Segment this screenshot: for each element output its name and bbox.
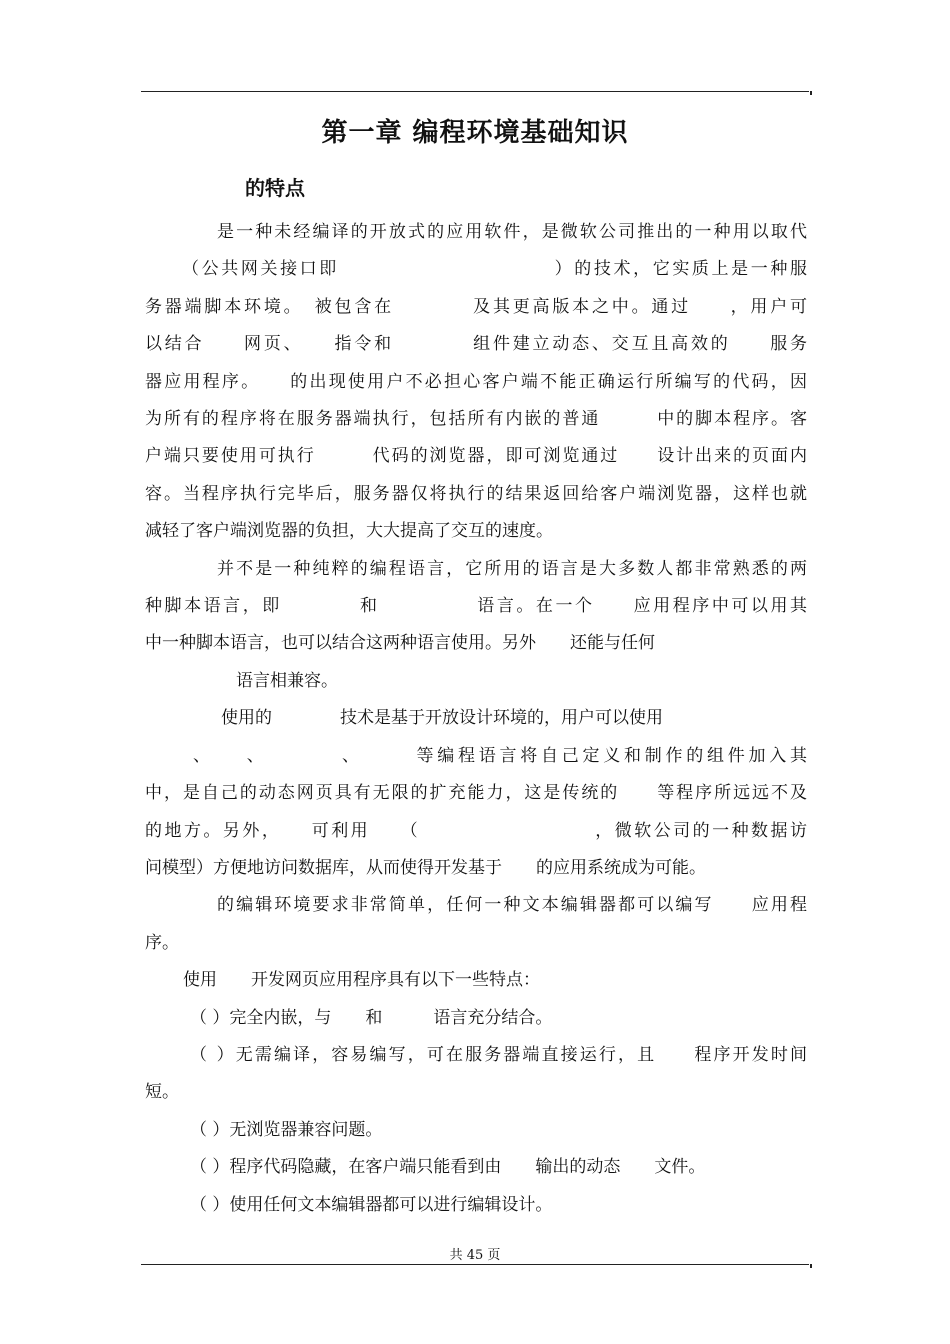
paragraph-line: 的地方。另外， 可利用 （ ，微软公司的一种数据访 [145,821,807,841]
header-rule [141,91,809,92]
paragraph-line: 减轻了客户端浏览器的负担，大大提高了交互的速度。 [145,521,553,541]
list-item: （ ）程序代码隐藏，在客户端只能看到由 输出的动态 文件。 [190,1157,706,1177]
footer-rule [141,1264,809,1265]
paragraph-line: 是一种未经编译的开放式的应用软件，是微软公司推出的一种用以取代 [217,222,807,242]
paragraph-line: 问模型）方便地访问数据库，从而使得开发基于 的应用系统成为可能。 [145,858,706,878]
section-heading: 的特点 [245,176,305,200]
list-item: （ ）使用任何文本编辑器都可以进行编辑设计。 [190,1195,553,1215]
paragraph-line: 中一种脚本语言，也可以结合这两种语言使用。另外 还能与任何 [145,633,655,653]
paragraph-line: 序。 [145,933,179,953]
paragraph-line: 的编辑环境要求非常简单，任何一种文本编辑器都可以编写 应用程 [217,895,807,915]
paragraph-line: 为所有的程序将在服务器端执行，包括所有内嵌的普通 中的脚本程序。客 [145,409,807,429]
paragraph-line: 容。当程序执行完毕后，服务器仅将执行的结果返回给客户端浏览器，这样也就 [145,484,807,504]
chapter-title: 第一章 编程环境基础知识 [321,118,629,148]
paragraph-line: 并不是一种纯粹的编程语言，它所用的语言是大多数人都非常熟悉的两 [217,559,807,579]
paragraph-line: 以结合 网页、 指令和 组件建立动态、交互且高效的 服务 [145,334,807,354]
list-item: （ ）无需编译，容易编写，可在服务器端直接运行，且 程序开发时间 [190,1045,807,1065]
paragraph-line: 器应用程序。 的出现使用户不必担心客户端不能正确运行所编写的代码，因 [145,372,807,392]
paragraph-line: 户端只要使用可执行 代码的浏览器，即可浏览通过 设计出来的页面内 [145,446,807,466]
page-number: 共 45 页 [449,1248,501,1263]
paragraph-line: 、 、 、 等编程语言将自己定义和制作的组件加入其 [193,746,807,766]
paragraph-line: 中，是自己的动态网页具有无限的扩充能力，这是传统的 等程序所远远不及 [145,783,807,803]
list-item: （ ）完全内嵌，与 和 语言充分结合。 [190,1008,553,1028]
paragraph-line: 使用 开发网页应用程序具有以下一些特点： [183,970,540,990]
paragraph-line: （公共网关接口即 ）的技术，它实质上是一种服 [182,259,807,279]
list-item: （ ）无浏览器兼容问题。 [190,1120,383,1140]
paragraph-line: 语言相兼容。 [236,671,338,691]
paragraph-line: 使用的 技术是基于开放设计环境的，用户可以使用 [221,708,663,728]
paragraph-line: 种脚本语言，即 和 语言。在一个 应用程序中可以用其 [145,596,807,616]
paragraph-line: 短。 [145,1082,179,1102]
paragraph-line: 务器端脚本环境。 被包含在 及其更高版本之中。通过 ，用户可 [145,297,807,317]
